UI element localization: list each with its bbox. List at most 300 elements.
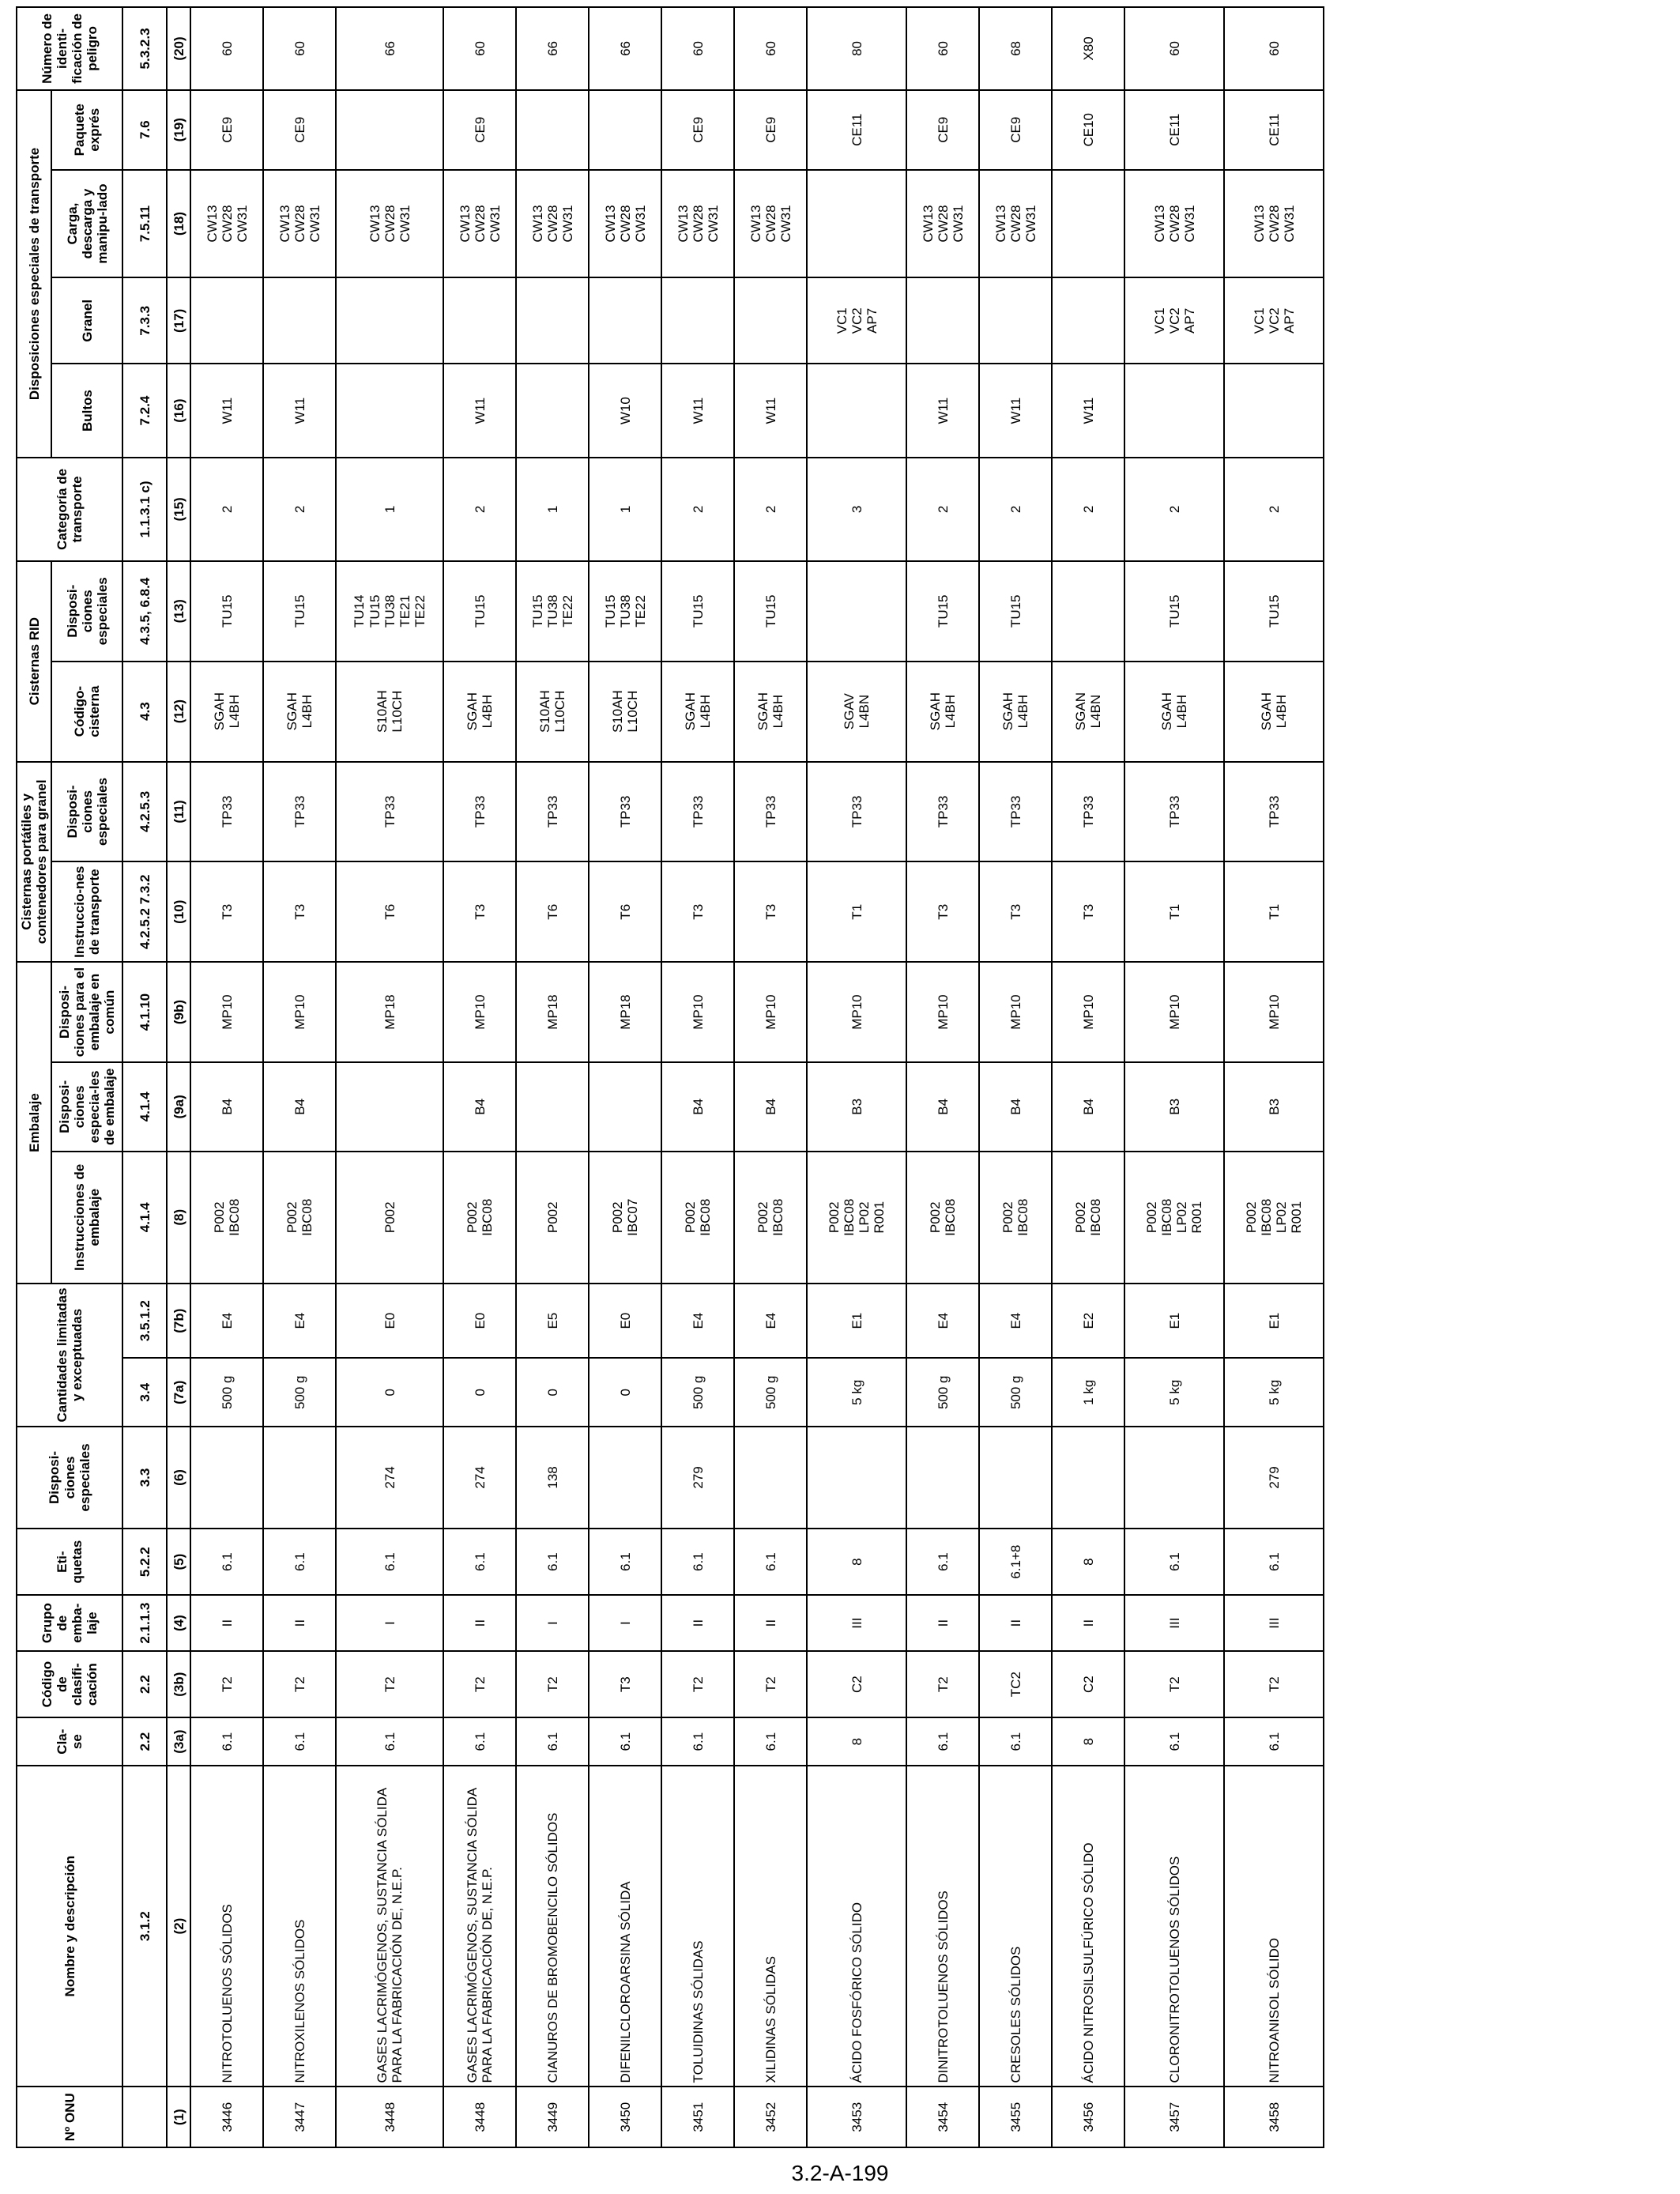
column-number-cell: (8) <box>167 1152 190 1284</box>
table-cell: I <box>589 1595 661 1650</box>
name-cell: TOLUIDINAS SÓLIDAS <box>661 1766 734 2087</box>
table-cell: B4 <box>443 1062 516 1152</box>
dangerous-goods-table <box>16 6 1324 2148</box>
table-cell: III <box>1224 1595 1324 1650</box>
table-cell: 5 kg <box>1224 1358 1324 1427</box>
name-cell: NITROANISOL SÓLIDO <box>1224 1766 1324 2087</box>
header-packing-instructions: Instrucciones de embalaje <box>51 1152 122 1284</box>
table-cell: 8 <box>807 1529 906 1596</box>
name-cell: DINITROTOLUENOS SÓLIDOS <box>906 1766 979 2087</box>
table-cell: CW13 CW28 CW31 <box>190 170 263 278</box>
table-cell: TU15 <box>661 561 734 662</box>
table-row <box>589 7 661 2147</box>
header-tank-code: Código-cisterna <box>51 662 122 762</box>
table-cell: P002 IBC07 <box>589 1152 661 1284</box>
table-row <box>190 7 263 2147</box>
table-cell: CE9 <box>661 90 734 170</box>
table-cell: 6.1 <box>263 1529 336 1596</box>
table-cell <box>807 561 906 662</box>
table-cell: B3 <box>807 1062 906 1152</box>
table-cell: B4 <box>979 1062 1052 1152</box>
table-cell: 8 <box>1052 1717 1124 1765</box>
table-cell <box>1124 1427 1224 1529</box>
table-cell: MP10 <box>190 962 263 1062</box>
table-cell: 60 <box>263 7 336 90</box>
table-body <box>190 7 1324 2147</box>
column-number-cell: (6) <box>167 1427 190 1529</box>
table-cell <box>807 364 906 458</box>
table-cell: T3 <box>190 861 263 962</box>
table-cell: E2 <box>1052 1284 1124 1359</box>
header-name: Nombre y descripción <box>17 1766 122 2087</box>
table-cell: TU15 <box>190 561 263 662</box>
table-cell: P002 <box>336 1152 443 1284</box>
table-cell: T1 <box>807 861 906 962</box>
un-number-cell: 3454 <box>906 2087 979 2148</box>
header-transport-category: Categoría de transporte <box>17 458 122 561</box>
table-cell: 2 <box>979 458 1052 561</box>
header-loading-unloading: Carga, descarga y manipu-lado <box>51 170 122 278</box>
table-cell: 3 <box>807 458 906 561</box>
un-number-cell: 3457 <box>1124 2087 1224 2148</box>
table-cell: T3 <box>443 861 516 962</box>
table-cell: 6.1 <box>1124 1717 1224 1765</box>
table-cell: 6.1 <box>1224 1529 1324 1596</box>
table-cell: 6.1 <box>1224 1717 1324 1765</box>
table-row <box>734 7 807 2147</box>
table-cell: E4 <box>734 1284 807 1359</box>
table-cell: T3 <box>979 861 1052 962</box>
table-cell: 6.1 <box>190 1529 263 1596</box>
table-cell: 6.1 <box>906 1717 979 1765</box>
header-class: Cla-se <box>17 1717 122 1765</box>
reference-cell: 3.3 <box>122 1427 167 1529</box>
reference-row <box>122 7 167 2147</box>
page-number: 3.2-A-199 <box>791 2161 889 2185</box>
table-cell: T1 <box>1124 861 1224 962</box>
table-cell <box>589 1427 661 1529</box>
name-cell: NITROXILENOS SÓLIDOS <box>263 1766 336 2087</box>
table-cell: CE9 <box>443 90 516 170</box>
table-cell: SGAH L4BH <box>906 662 979 762</box>
table-row <box>1052 7 1124 2147</box>
table-cell: 5 kg <box>1124 1358 1224 1427</box>
table-cell: 2 <box>1052 458 1124 561</box>
table-cell <box>979 277 1052 364</box>
reference-cell: 4.3 <box>122 662 167 762</box>
table-cell: E1 <box>1224 1284 1324 1359</box>
column-number-cell: (5) <box>167 1529 190 1596</box>
table-cell: 2 <box>263 458 336 561</box>
table-cell: P002 IBC08 LP02 R001 <box>807 1152 906 1284</box>
table-cell <box>190 277 263 364</box>
table-cell: 60 <box>1124 7 1224 90</box>
table-cell: S10AH L10CH <box>589 662 661 762</box>
table-cell: MP10 <box>443 962 516 1062</box>
table-cell: W11 <box>734 364 807 458</box>
column-number-cell: (9b) <box>167 962 190 1062</box>
column-number-cell: (9a) <box>167 1062 190 1152</box>
table-cell: 2 <box>906 458 979 561</box>
name-cell: ÁCIDO FOSFÓRICO SÓLIDO <box>807 1766 906 2087</box>
table-cell <box>1052 561 1124 662</box>
table-cell: T2 <box>1224 1651 1324 1718</box>
table-cell: 500 g <box>979 1358 1052 1427</box>
table-cell: 1 kg <box>1052 1358 1124 1427</box>
reference-cell: 4.1.10 <box>122 962 167 1062</box>
header-tank-instructions: Instruccio-nes de transporte <box>51 861 122 962</box>
table-cell: 6.1 <box>589 1717 661 1765</box>
table-cell: MP10 <box>661 962 734 1062</box>
table-cell: T1 <box>1224 861 1324 962</box>
table-cell: T2 <box>734 1651 807 1718</box>
table-cell: MP10 <box>263 962 336 1062</box>
table-cell: CE11 <box>1124 90 1224 170</box>
table-cell: TU15 TU38 TE22 <box>516 561 589 662</box>
table-cell: 60 <box>906 7 979 90</box>
table-cell: SGAH L4BH <box>661 662 734 762</box>
reference-cell: 7.3.3 <box>122 277 167 364</box>
table-cell: 5 kg <box>807 1358 906 1427</box>
reference-cell: 4.3.5, 6.8.4 <box>122 561 167 662</box>
table-cell: W11 <box>263 364 336 458</box>
table-cell: CW13 CW28 CW31 <box>979 170 1052 278</box>
header-packages: Bultos <box>51 364 122 458</box>
table-cell: T2 <box>443 1651 516 1718</box>
table-cell: W11 <box>661 364 734 458</box>
table-cell: T3 <box>734 861 807 962</box>
un-number-cell: 3447 <box>263 2087 336 2148</box>
header-bulk: Granel <box>51 277 122 364</box>
table-cell: TP33 <box>661 762 734 862</box>
table-cell: P002 IBC08 <box>443 1152 516 1284</box>
table-cell: 6.1 <box>979 1717 1052 1765</box>
table-cell: P002 IBC08 LP02 R001 <box>1124 1152 1224 1284</box>
reference-cell: 2.2 <box>122 1651 167 1718</box>
table-cell: B4 <box>263 1062 336 1152</box>
table-cell: E0 <box>589 1284 661 1359</box>
table-cell: S10AH L10CH <box>336 662 443 762</box>
table-cell: 2 <box>190 458 263 561</box>
header-rid-special-provisions: Disposi-ciones especiales <box>51 561 122 662</box>
table-cell: 500 g <box>190 1358 263 1427</box>
table-cell: SGAH L4BH <box>263 662 336 762</box>
table-cell <box>589 90 661 170</box>
table-cell: II <box>1052 1595 1124 1650</box>
table-cell: MP18 <box>516 962 589 1062</box>
table-cell: 2 <box>443 458 516 561</box>
table-cell <box>734 277 807 364</box>
table-cell: T3 <box>263 861 336 962</box>
table-cell: II <box>906 1595 979 1650</box>
table-cell: CW13 CW28 CW31 <box>1224 170 1324 278</box>
reference-cell: 7.5.11 <box>122 170 167 278</box>
table-cell: CE11 <box>1224 90 1324 170</box>
table-cell: T3 <box>1052 861 1124 962</box>
table-cell: SGAH L4BH <box>443 662 516 762</box>
table-cell: MP10 <box>1124 962 1224 1062</box>
table-cell: II <box>443 1595 516 1650</box>
table-cell: II <box>661 1595 734 1650</box>
table-cell: B4 <box>190 1062 263 1152</box>
table-cell <box>1124 364 1224 458</box>
un-number-cell: 3453 <box>807 2087 906 2148</box>
table-cell: C2 <box>807 1651 906 1718</box>
table-cell: CE9 <box>190 90 263 170</box>
reference-cell: 1.1.3.1 c) <box>122 458 167 561</box>
column-number-cell: (3a) <box>167 1717 190 1765</box>
column-number-cell: (19) <box>167 90 190 170</box>
column-number-cell: (7a) <box>167 1358 190 1427</box>
table-cell: 6.1 <box>734 1529 807 1596</box>
table-cell: CW13 CW28 CW31 <box>906 170 979 278</box>
table-cell: III <box>1124 1595 1224 1650</box>
header-packing-group: Grupo de emba-laje <box>17 1595 122 1650</box>
table-cell: CE9 <box>263 90 336 170</box>
table-cell: 500 g <box>906 1358 979 1427</box>
table-cell <box>906 1427 979 1529</box>
table-cell: VC1 VC2 AP7 <box>1224 277 1324 364</box>
header-tank-special-provisions: Disposi-ciones especiales <box>51 762 122 862</box>
table-cell: 60 <box>734 7 807 90</box>
column-number-cell: (17) <box>167 277 190 364</box>
table-cell: W11 <box>906 364 979 458</box>
name-cell: CIANUROS DE BROMOBENCILO SÓLIDOS <box>516 1766 589 2087</box>
table-cell: SGAH L4BH <box>734 662 807 762</box>
table-cell: TP33 <box>1052 762 1124 862</box>
table-cell <box>516 1062 589 1152</box>
table-cell: TU14 TU15 TU38 TE21 TE22 <box>336 561 443 662</box>
table-cell <box>589 277 661 364</box>
table-cell: 274 <box>336 1427 443 1529</box>
rotated-table-container <box>16 6 1305 2148</box>
table-cell: B4 <box>661 1062 734 1152</box>
name-cell: GASES LACRIMÓGENOS, SUSTANCIA SÓLIDA PARA LA FABRICACIÓN DE, N.E.P. <box>336 1766 443 2087</box>
table-cell: 66 <box>516 7 589 90</box>
table-cell: 1 <box>589 458 661 561</box>
table-cell: 500 g <box>734 1358 807 1427</box>
table-cell: P002 IBC08 <box>190 1152 263 1284</box>
reference-cell: 5.3.2.3 <box>122 7 167 90</box>
table-cell: TU15 <box>1224 561 1324 662</box>
table-cell: 279 <box>661 1427 734 1529</box>
table-cell <box>1052 170 1124 278</box>
table-cell: TU15 TU38 TE22 <box>589 561 661 662</box>
table-cell: B4 <box>1052 1062 1124 1152</box>
table-cell <box>263 277 336 364</box>
table-cell: VC1 VC2 AP7 <box>807 277 906 364</box>
table-cell: TP33 <box>516 762 589 862</box>
table-cell: 6.1 <box>1124 1529 1224 1596</box>
table-cell: TP33 <box>807 762 906 862</box>
table-cell: TP33 <box>1224 762 1324 862</box>
un-number-cell: 3448 <box>336 2087 443 2148</box>
table-cell: TU15 <box>906 561 979 662</box>
column-number-cell: (4) <box>167 1595 190 1650</box>
table-cell: CW13 CW28 CW31 <box>661 170 734 278</box>
reference-cell: 3.4 <box>122 1358 167 1427</box>
table-cell <box>906 277 979 364</box>
table-cell: T6 <box>589 861 661 962</box>
table-cell: X80 <box>1052 7 1124 90</box>
un-number-cell: 3458 <box>1224 2087 1324 2148</box>
table-row <box>516 7 589 2147</box>
table-cell: E4 <box>661 1284 734 1359</box>
column-number-cell: (12) <box>167 662 190 762</box>
table-cell <box>807 1427 906 1529</box>
reference-cell: 3.1.2 <box>122 1766 167 2087</box>
table-cell: II <box>263 1595 336 1650</box>
table-cell: 6.1+8 <box>979 1529 1052 1596</box>
table-cell: 500 g <box>263 1358 336 1427</box>
table-cell: I <box>336 1595 443 1650</box>
column-number-cell: (2) <box>167 1766 190 2087</box>
table-cell: P002 IBC08 <box>906 1152 979 1284</box>
table-cell <box>734 1427 807 1529</box>
table-cell: 80 <box>807 7 906 90</box>
table-cell: MP18 <box>336 962 443 1062</box>
table-cell: 0 <box>336 1358 443 1427</box>
table-cell: TP33 <box>734 762 807 862</box>
table-cell: 6.1 <box>443 1529 516 1596</box>
table-row <box>906 7 979 2147</box>
table-cell: T2 <box>661 1651 734 1718</box>
table-cell: 2 <box>661 458 734 561</box>
column-number-cell: (18) <box>167 170 190 278</box>
column-number-cell: (1) <box>167 2087 190 2148</box>
table-cell: MP10 <box>979 962 1052 1062</box>
header-mixed-packing-provisions: Disposi-ciones para el embalaje en común <box>51 962 122 1062</box>
name-cell: XILIDINAS SÓLIDAS <box>734 1766 807 2087</box>
table-cell: CE10 <box>1052 90 1124 170</box>
table-cell: T2 <box>263 1651 336 1718</box>
table-cell: W11 <box>979 364 1052 458</box>
column-number-cell: (15) <box>167 458 190 561</box>
table-cell: 6.1 <box>336 1529 443 1596</box>
table-cell: III <box>807 1595 906 1650</box>
table-cell <box>979 1427 1052 1529</box>
table-cell <box>336 90 443 170</box>
table-cell: P002 IBC08 <box>979 1152 1052 1284</box>
table-cell: T2 <box>336 1651 443 1718</box>
table-cell: MP10 <box>734 962 807 1062</box>
un-number-cell: 3446 <box>190 2087 263 2148</box>
table-cell: TP33 <box>443 762 516 862</box>
table-cell: 60 <box>661 7 734 90</box>
table-cell: 0 <box>516 1358 589 1427</box>
table-cell: 2 <box>1124 458 1224 561</box>
table-cell: TP33 <box>1124 762 1224 862</box>
table-cell: E5 <box>516 1284 589 1359</box>
un-number-cell: 3455 <box>979 2087 1052 2148</box>
table-cell: 279 <box>1224 1427 1324 1529</box>
table-row <box>263 7 336 2147</box>
table-cell: T3 <box>906 861 979 962</box>
table-cell <box>263 1427 336 1529</box>
table-cell: TU15 <box>1124 561 1224 662</box>
table-cell: CE11 <box>807 90 906 170</box>
header-packaging: Embalaje <box>17 962 51 1284</box>
table-cell: 66 <box>589 7 661 90</box>
table-cell: 6.1 <box>263 1717 336 1765</box>
table-cell: TP33 <box>336 762 443 862</box>
table-cell <box>661 277 734 364</box>
table-cell: SGAH L4BH <box>1124 662 1224 762</box>
table-cell: SGAH L4BH <box>190 662 263 762</box>
header-special-provisions: Disposi-ciones especiales <box>17 1427 122 1529</box>
table-cell: 6.1 <box>589 1529 661 1596</box>
reference-cell: 4.1.4 <box>122 1152 167 1284</box>
table-cell: 60 <box>1224 7 1324 90</box>
table-row <box>807 7 906 2147</box>
table-cell: CE9 <box>906 90 979 170</box>
reference-cell: 5.2.2 <box>122 1529 167 1596</box>
table-cell: 68 <box>979 7 1052 90</box>
table-cell: MP10 <box>1052 962 1124 1062</box>
table-cell: B4 <box>734 1062 807 1152</box>
header-limited-excepted-quantities: Cantidades limitadas y exceptuadas <box>17 1284 122 1427</box>
table-cell: SGAV L4BN <box>807 662 906 762</box>
header-express-parcels: Paquete exprés <box>51 90 122 170</box>
table-row <box>1224 7 1324 2147</box>
table-cell <box>589 1062 661 1152</box>
reference-cell: 7.2.4 <box>122 364 167 458</box>
table-cell: W11 <box>1052 364 1124 458</box>
table-cell: II <box>734 1595 807 1650</box>
table-cell <box>516 90 589 170</box>
table-cell: B3 <box>1224 1062 1324 1152</box>
un-number-cell: 3448 <box>443 2087 516 2148</box>
table-row <box>336 7 443 2147</box>
header-labels: Eti-quetas <box>17 1529 122 1596</box>
table-cell: 0 <box>443 1358 516 1427</box>
table-cell: E4 <box>263 1284 336 1359</box>
table-cell: P002 IBC08 <box>661 1152 734 1284</box>
table-cell: B4 <box>906 1062 979 1152</box>
table-cell: SGAN L4BN <box>1052 662 1124 762</box>
table-cell: CW13 CW28 CW31 <box>734 170 807 278</box>
reference-cell: 3.5.1.2 <box>122 1284 167 1359</box>
header-portable-tanks: Cisternas portátiles y contenedores para granel <box>17 762 51 963</box>
table-cell: 1 <box>336 458 443 561</box>
table-cell <box>443 277 516 364</box>
table-cell: T2 <box>516 1651 589 1718</box>
un-number-cell: 3452 <box>734 2087 807 2148</box>
header-un-no: Nº ONU <box>17 2087 122 2148</box>
reference-cell: 4.2.5.2 7.3.2 <box>122 861 167 962</box>
name-cell: ÁCIDO NITROSILSULFÚRICO SÓLIDO <box>1052 1766 1124 2087</box>
table-row <box>443 7 516 2147</box>
table-cell: E4 <box>190 1284 263 1359</box>
table-row <box>1124 7 1224 2147</box>
reference-cell <box>122 2087 167 2148</box>
table-cell <box>336 277 443 364</box>
table-cell: W11 <box>190 364 263 458</box>
table-cell: CW13 CW28 CW31 <box>443 170 516 278</box>
table-cell <box>190 1427 263 1529</box>
table-cell: TU15 <box>734 561 807 662</box>
table-cell: I <box>516 1595 589 1650</box>
table-cell: 2 <box>1224 458 1324 561</box>
name-cell: CRESOLES SÓLIDOS <box>979 1766 1052 2087</box>
table-cell: CW13 CW28 CW31 <box>1124 170 1224 278</box>
table-cell: 6.1 <box>336 1717 443 1765</box>
table-cell: TP33 <box>589 762 661 862</box>
table-cell: 2 <box>734 458 807 561</box>
header-special-transport-provisions: Disposiciones especiales de transporte <box>17 90 51 458</box>
table-cell: 1 <box>516 458 589 561</box>
table-cell: 6.1 <box>516 1717 589 1765</box>
